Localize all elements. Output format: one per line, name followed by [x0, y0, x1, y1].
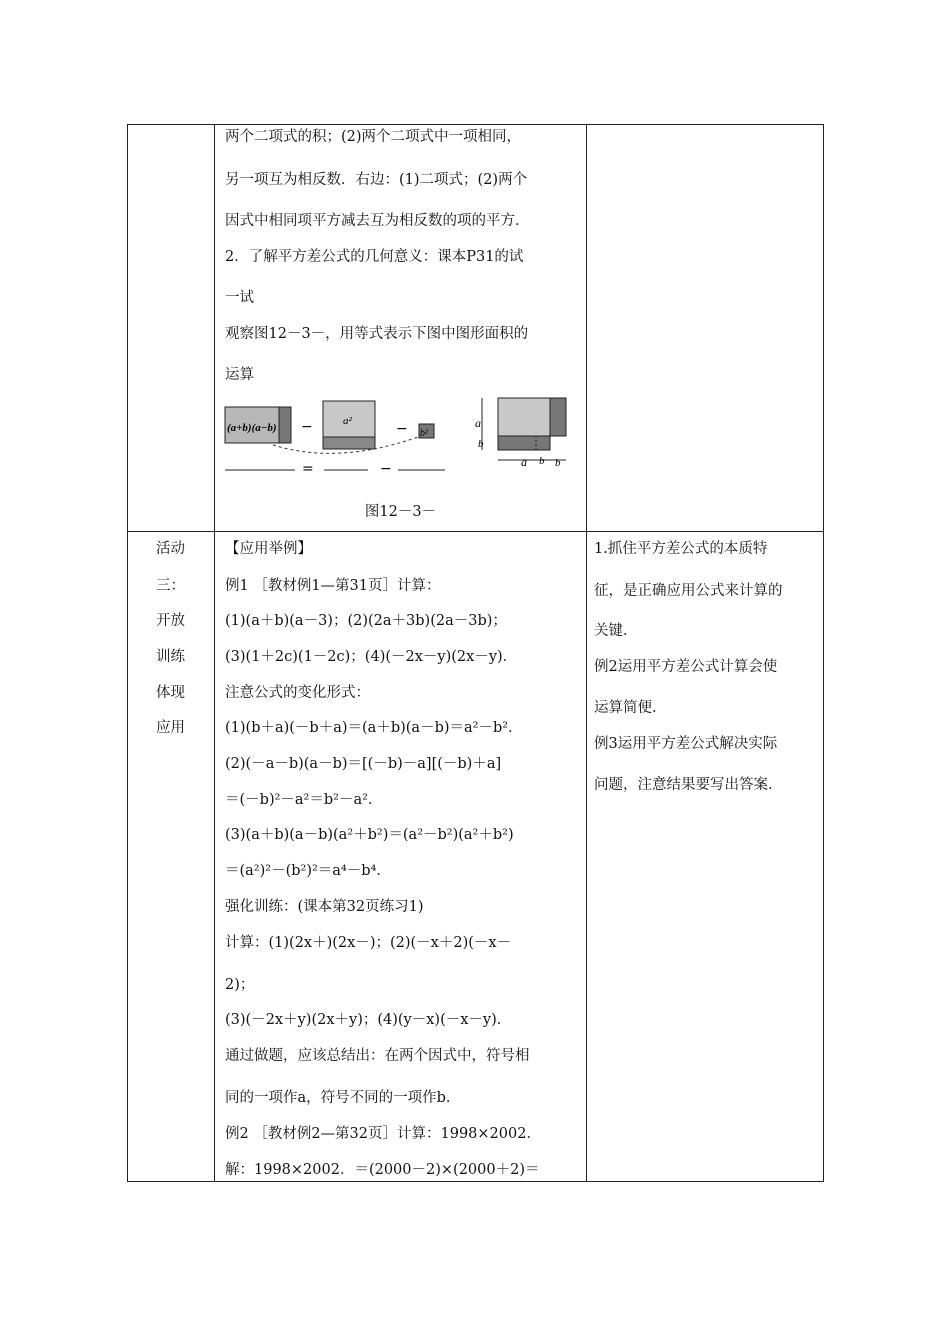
content-line-2: 例1 ［教材例1—第31页］计算： [225, 578, 441, 594]
big-square-light [498, 398, 550, 436]
note-line-3: 关键． [594, 623, 638, 639]
top-line-3: 因式中相同项平方减去互为相反数的项的平方． [225, 213, 530, 229]
ab-rect-dark [279, 407, 291, 443]
note-line-7: 问题，注意结果要写出答案． [594, 777, 783, 793]
top-line-1: 两个二项式的积；(2)两个二项式中一项相同， [225, 129, 522, 145]
note-line-1: 1.抓住平方差公式的本质特 [594, 541, 768, 557]
note-line-6: 例3运用平方差公式解决实际 [594, 736, 778, 752]
b2-label: b² [420, 428, 428, 439]
area-figure [218, 390, 588, 480]
content-line-10: ＝(a²)²－(b²)²＝a⁴－b⁴． [225, 863, 391, 879]
ab-label: (a+b)(a−b) [227, 422, 277, 434]
activity-label-2: 三： [156, 578, 185, 594]
big-square-bottom [498, 436, 550, 450]
content-line-12: 计算：(1)(2x＋)(2x－)；(2)(－x＋2)(－x－ [225, 935, 512, 951]
activity-label-6: 应用 [156, 720, 185, 736]
content-line-8: ＝(－b)²－a²＝b²－a²． [225, 792, 383, 808]
top-line-2: 另一项互为相反数．右边：(1)二项式；(2)两个 [225, 172, 528, 188]
content-line-3: (1)(a＋b)(a－3)；(2)(2a＋3b)(2a－3b)； [225, 613, 507, 629]
content-line-6: (1)(b＋a)(－b＋a)＝(a＋b)(a－b)＝a²－b²． [225, 720, 523, 736]
content-line-5: 注意公式的变化形式： [225, 685, 370, 701]
note-line-5: 运算简便． [594, 700, 667, 716]
activity-label-1: 活动 [156, 541, 185, 557]
big-square-right [550, 398, 566, 436]
equals-sign: = [302, 461, 314, 477]
content-line-17: 例2 ［教材例2—第32页］计算：1998×2002． [225, 1126, 541, 1142]
activity-label-3: 开放 [156, 613, 185, 629]
content-line-1: 【应用举例】 [225, 541, 312, 557]
content-line-16: 同的一项作a，符号不同的一项作b． [225, 1090, 461, 1106]
minus-2: − [396, 421, 408, 437]
content-line-7: (2)(－a－b)(a－b)＝[(－b)－a][(－b)＋a] [225, 756, 502, 772]
activity-label-4: 训练 [156, 649, 185, 665]
axis-a-bottom: a [521, 455, 527, 469]
minus-1: − [301, 419, 313, 435]
note-line-4: 例2运用平方差公式计算会使 [594, 659, 778, 675]
top-line-6: 观察图12－3－，用等式表示下图中图形面积的 [225, 326, 529, 342]
content-line-18: 解：1998×2002．＝(2000－2)×(2000＋2)＝ [225, 1162, 540, 1178]
axis-b-bottom-1: b [539, 455, 545, 467]
figure-caption: 图12－3－ [364, 504, 437, 520]
a2-strip [323, 437, 375, 449]
table-col-divider-2 [586, 124, 587, 1182]
top-line-4: 2．了解平方差公式的几何意义：课本P31的试 [225, 249, 524, 265]
content-line-11: 强化训练：(课本第32页练习1) [225, 899, 424, 915]
axis-b-bottom-2: b [555, 457, 561, 469]
content-line-4: (3)(1＋2c)(1－2c)；(4)(－2x－y)(2x－y)． [225, 649, 518, 665]
axis-a-left: a [475, 416, 481, 430]
table-row-divider [127, 531, 824, 532]
content-line-15: 通过做题，应该总结出：在两个因式中，符号相 [225, 1048, 530, 1064]
content-line-13: 2)； [225, 977, 255, 993]
minus-3: − [380, 461, 392, 477]
a2-label: a² [343, 415, 352, 427]
content-line-14: (3)(－2x＋y)(2x＋y)；(4)(y－x)(－x－y)． [225, 1012, 512, 1028]
top-line-5: 一试 [225, 290, 254, 306]
top-line-7: 运算 [225, 367, 254, 383]
axis-b-left: b [478, 438, 484, 450]
content-line-9: (3)(a＋b)(a－b)(a²＋b²)＝(a²－b²)(a²＋b²) [225, 827, 514, 843]
table-col-divider-1 [214, 124, 215, 1182]
activity-label-5: 体现 [156, 685, 185, 701]
note-line-2: 征，是正确应用公式来计算的 [594, 583, 783, 599]
